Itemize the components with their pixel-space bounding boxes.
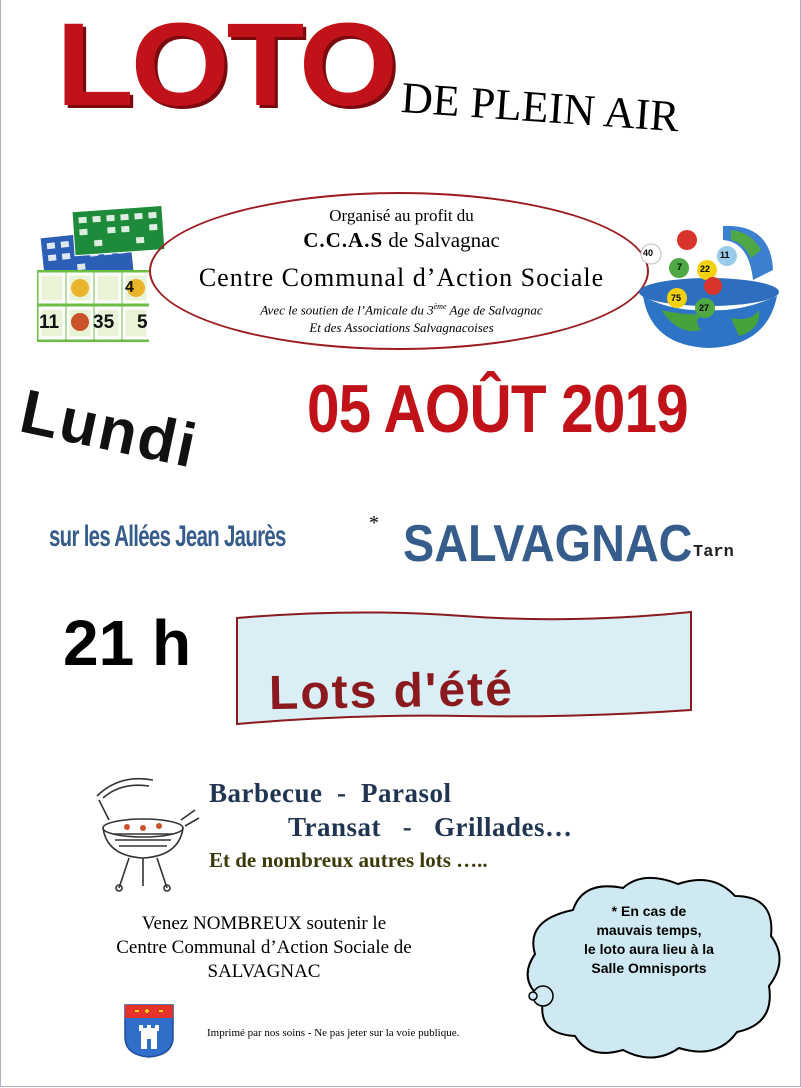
location-city: SALVAGNAC — [403, 515, 693, 573]
weather-line-3: le loto aura lieu à la — [584, 941, 714, 957]
organizer-line-5: Et des Associations Salvagnacoises — [309, 320, 494, 335]
support-line-2: Centre Communal d’Action Sociale de — [116, 937, 412, 958]
ball-number-27: 27 — [699, 303, 710, 313]
prizes-line-2: Transat - Grillades… — [288, 812, 573, 842]
ball-number-22: 22 — [700, 264, 711, 274]
support-message — [99, 912, 429, 984]
support-line-3: SALVAGNAC — [207, 961, 321, 982]
event-time: 21 h — [63, 607, 192, 679]
card-number-11: 11 — [39, 312, 60, 333]
weather-line-2: mauvais temps, — [596, 922, 702, 938]
globe-balls-illustration — [631, 218, 783, 350]
weather-note — [549, 902, 749, 978]
ball-number-11: 11 — [720, 250, 730, 260]
town-crest — [123, 1003, 175, 1059]
printed-notice: Imprimé par nos soins - Ne pas jeter sur la voie publique. — [207, 1027, 460, 1039]
barbecue-illustration — [89, 770, 201, 894]
prizes-banner-text: Lots d'été — [268, 662, 515, 721]
plein-air-subtitle: DE PLEIN AIR — [399, 72, 681, 142]
day-label: Lundi — [14, 376, 204, 482]
ccas-town: de Salvagnac — [383, 228, 500, 252]
ccas-acronym: C.C.A.S — [303, 228, 384, 252]
loto-title: LOTO — [56, 0, 395, 131]
card-number-5: 5 — [137, 312, 148, 333]
support-text-rest: Age de Salvagnac — [446, 302, 543, 318]
ball-number-7: 7 — [677, 262, 683, 272]
ball-number-75: 75 — [671, 293, 682, 303]
support-text: Avec le soutien de l’Amicale du 3 — [260, 302, 434, 318]
card-number-35: 35 — [93, 312, 115, 333]
location-street: sur les Allées Jean Jaurès — [49, 520, 286, 553]
weather-line-1: * En cas de — [611, 903, 687, 919]
event-date: 05 AOÛT 2019 — [307, 371, 688, 447]
prizes-line-3: Et de nombreux autres lots ….. — [209, 848, 488, 872]
organizer-line-3: Centre Communal d’Action Sociale — [198, 263, 605, 292]
location-region: Tarn — [693, 543, 734, 562]
support-sup: ème — [433, 302, 447, 311]
weather-line-4: Salle Omnisports — [591, 960, 707, 976]
card-number-4: 4 — [125, 279, 134, 296]
organizer-line-1: Organisé au profit du — [329, 206, 474, 225]
prizes-line-1: Barbecue - Parasol — [209, 778, 452, 808]
ball-number-40: 40 — [643, 248, 654, 258]
location-asterisk: * — [369, 512, 379, 534]
support-line-1: Venez NOMBREUX soutenir le — [141, 913, 387, 934]
